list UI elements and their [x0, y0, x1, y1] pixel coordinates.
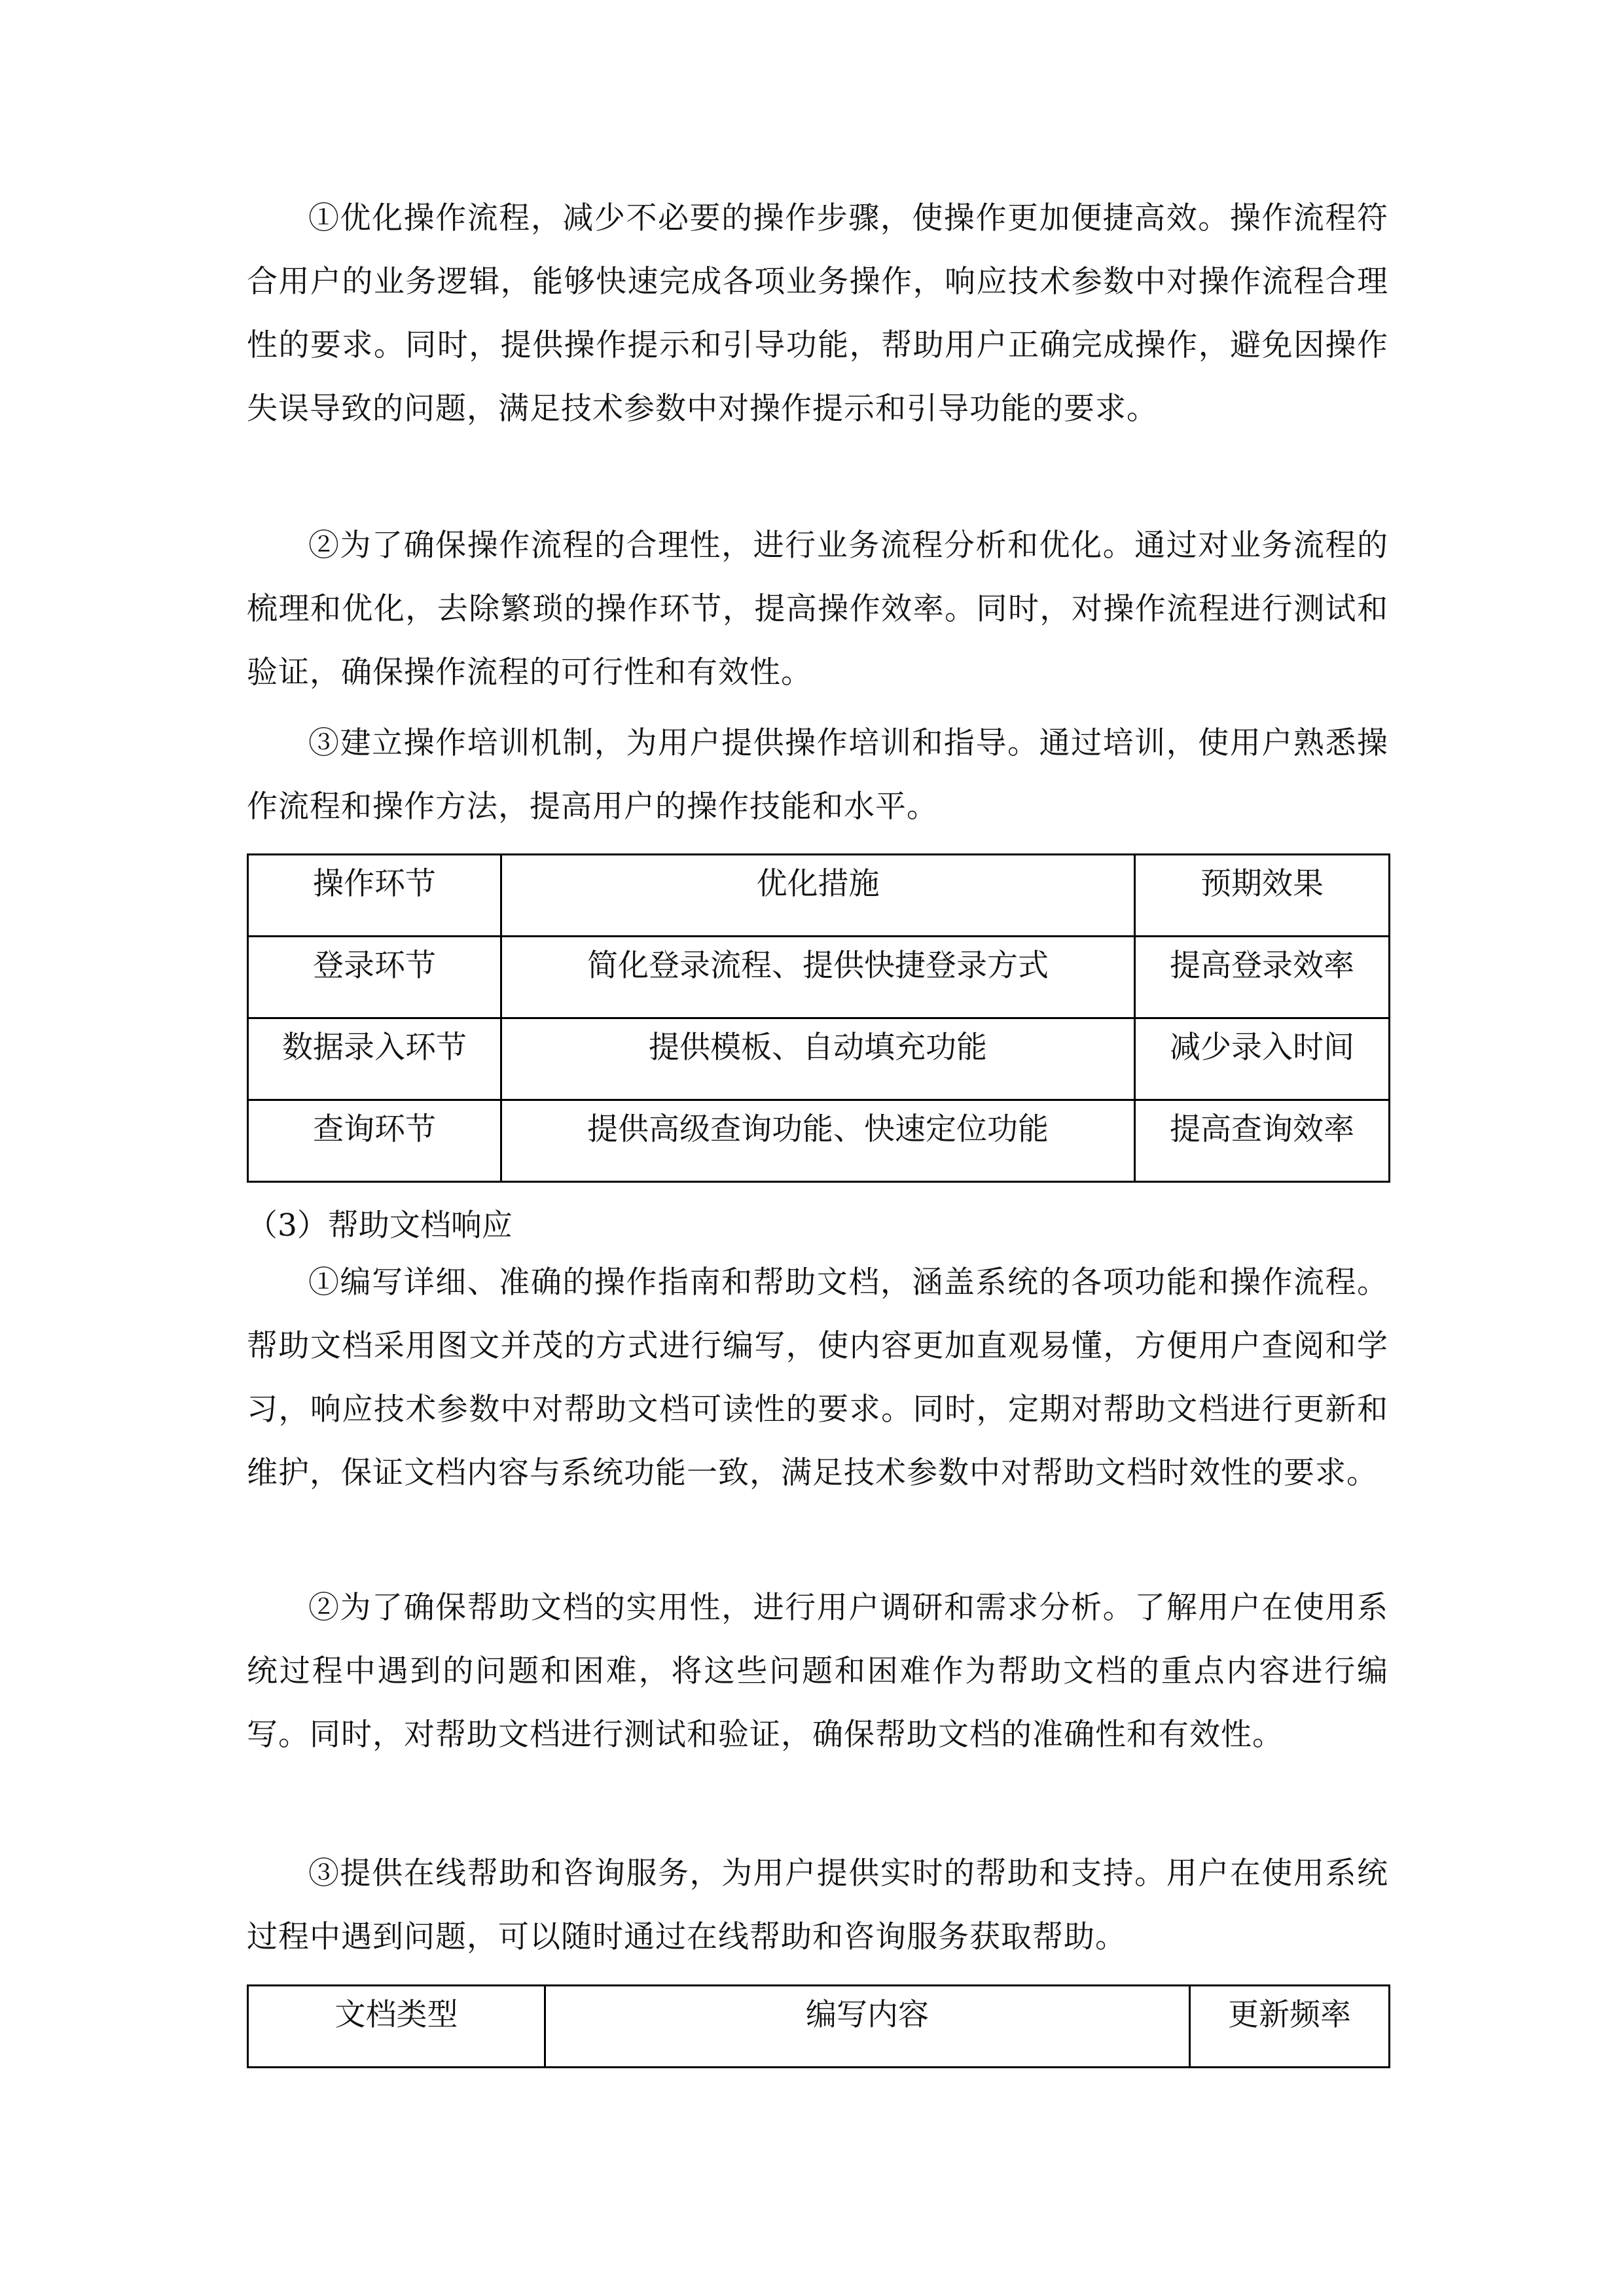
table-cell: 提供高级查询功能、快速定位功能 — [501, 1100, 1135, 1182]
table-header-row — [248, 855, 1390, 937]
help-paragraph-3: ③提供在线帮助和咨询服务，为用户提供实时的帮助和支持。用户在使用系统过程中遇到问题，可以随时通过在线帮助和咨询服务获取帮助。 — [247, 1856, 1388, 1955]
table-row — [248, 937, 1390, 1018]
table-cell: 提供模板、自动填充功能 — [501, 1018, 1135, 1100]
table-cell: 查询环节 — [248, 1100, 501, 1182]
table-header-cell: 文档类型 — [248, 1986, 545, 2068]
table-row — [248, 1100, 1390, 1182]
ops-paragraph-2: ②为了确保操作流程的合理性，进行业务流程分析和优化。通过对业务流程的梳理和优化，去除繁琐的操作环节，提高操作效率。同时，对操作流程进行测试和验证，确保操作流程的可行性和有效性。 — [247, 528, 1388, 691]
ops-optimization-table — [247, 853, 1390, 1183]
table-header-row — [248, 1986, 1390, 2068]
help-docs-table — [247, 1984, 1390, 2068]
table-cell: 提高查询效率 — [1135, 1100, 1390, 1182]
help-paragraph-1: ①编写详细、准确的操作指南和帮助文档，涵盖系统的各项功能和操作流程。帮助文档采用图文并茂的方式进行编写，使内容更加直观易懂，方便用户查阅和学习，响应技术参数中对帮助文档可读性的要求。同时，定期对帮助文档进行更新和维护，保证文档内容与系统功能一致，满足技术参数中对帮助文档时效性的要求。 — [247, 1265, 1388, 1491]
table-header-cell: 更新频率 — [1190, 1986, 1390, 2068]
table-header-cell: 优化措施 — [501, 855, 1135, 937]
ops-paragraph-1: ①优化操作流程，减少不必要的操作步骤，使操作更加便捷高效。操作流程符合用户的业务逻辑，能够快速完成各项业务操作，响应技术参数中对操作流程合理性的要求。同时，提供操作提示和引导功能，帮助用户正确完成操作，避免因操作失误导致的问题，满足技术参数中对操作提示和引导功能的要求。 — [247, 200, 1388, 427]
table-cell: 登录环节 — [248, 937, 501, 1018]
table-header-cell: 操作环节 — [248, 855, 501, 937]
help-paragraph-2: ②为了确保帮助文档的实用性，进行用户调研和需求分析。了解用户在使用系统过程中遇到的问题和困难，将这些问题和困难作为帮助文档的重点内容进行编写。同时，对帮助文档进行测试和验证，确保帮助文档的准确性和有效性。 — [247, 1590, 1388, 1753]
section-heading: （3）帮助文档响应 — [247, 1208, 513, 1244]
table-cell: 简化登录流程、提供快捷登录方式 — [501, 937, 1135, 1018]
table-cell: 数据录入环节 — [248, 1018, 501, 1100]
ops-paragraph-3: ③建立操作培训机制，为用户提供操作培训和指导。通过培训，使用户熟悉操作流程和操作方法，提高用户的操作技能和水平。 — [247, 725, 1388, 825]
table-header-cell: 预期效果 — [1135, 855, 1390, 937]
table-row — [248, 1018, 1390, 1100]
table-cell: 提高登录效率 — [1135, 937, 1390, 1018]
table-header-cell: 编写内容 — [545, 1986, 1190, 2068]
table-cell: 减少录入时间 — [1135, 1018, 1390, 1100]
